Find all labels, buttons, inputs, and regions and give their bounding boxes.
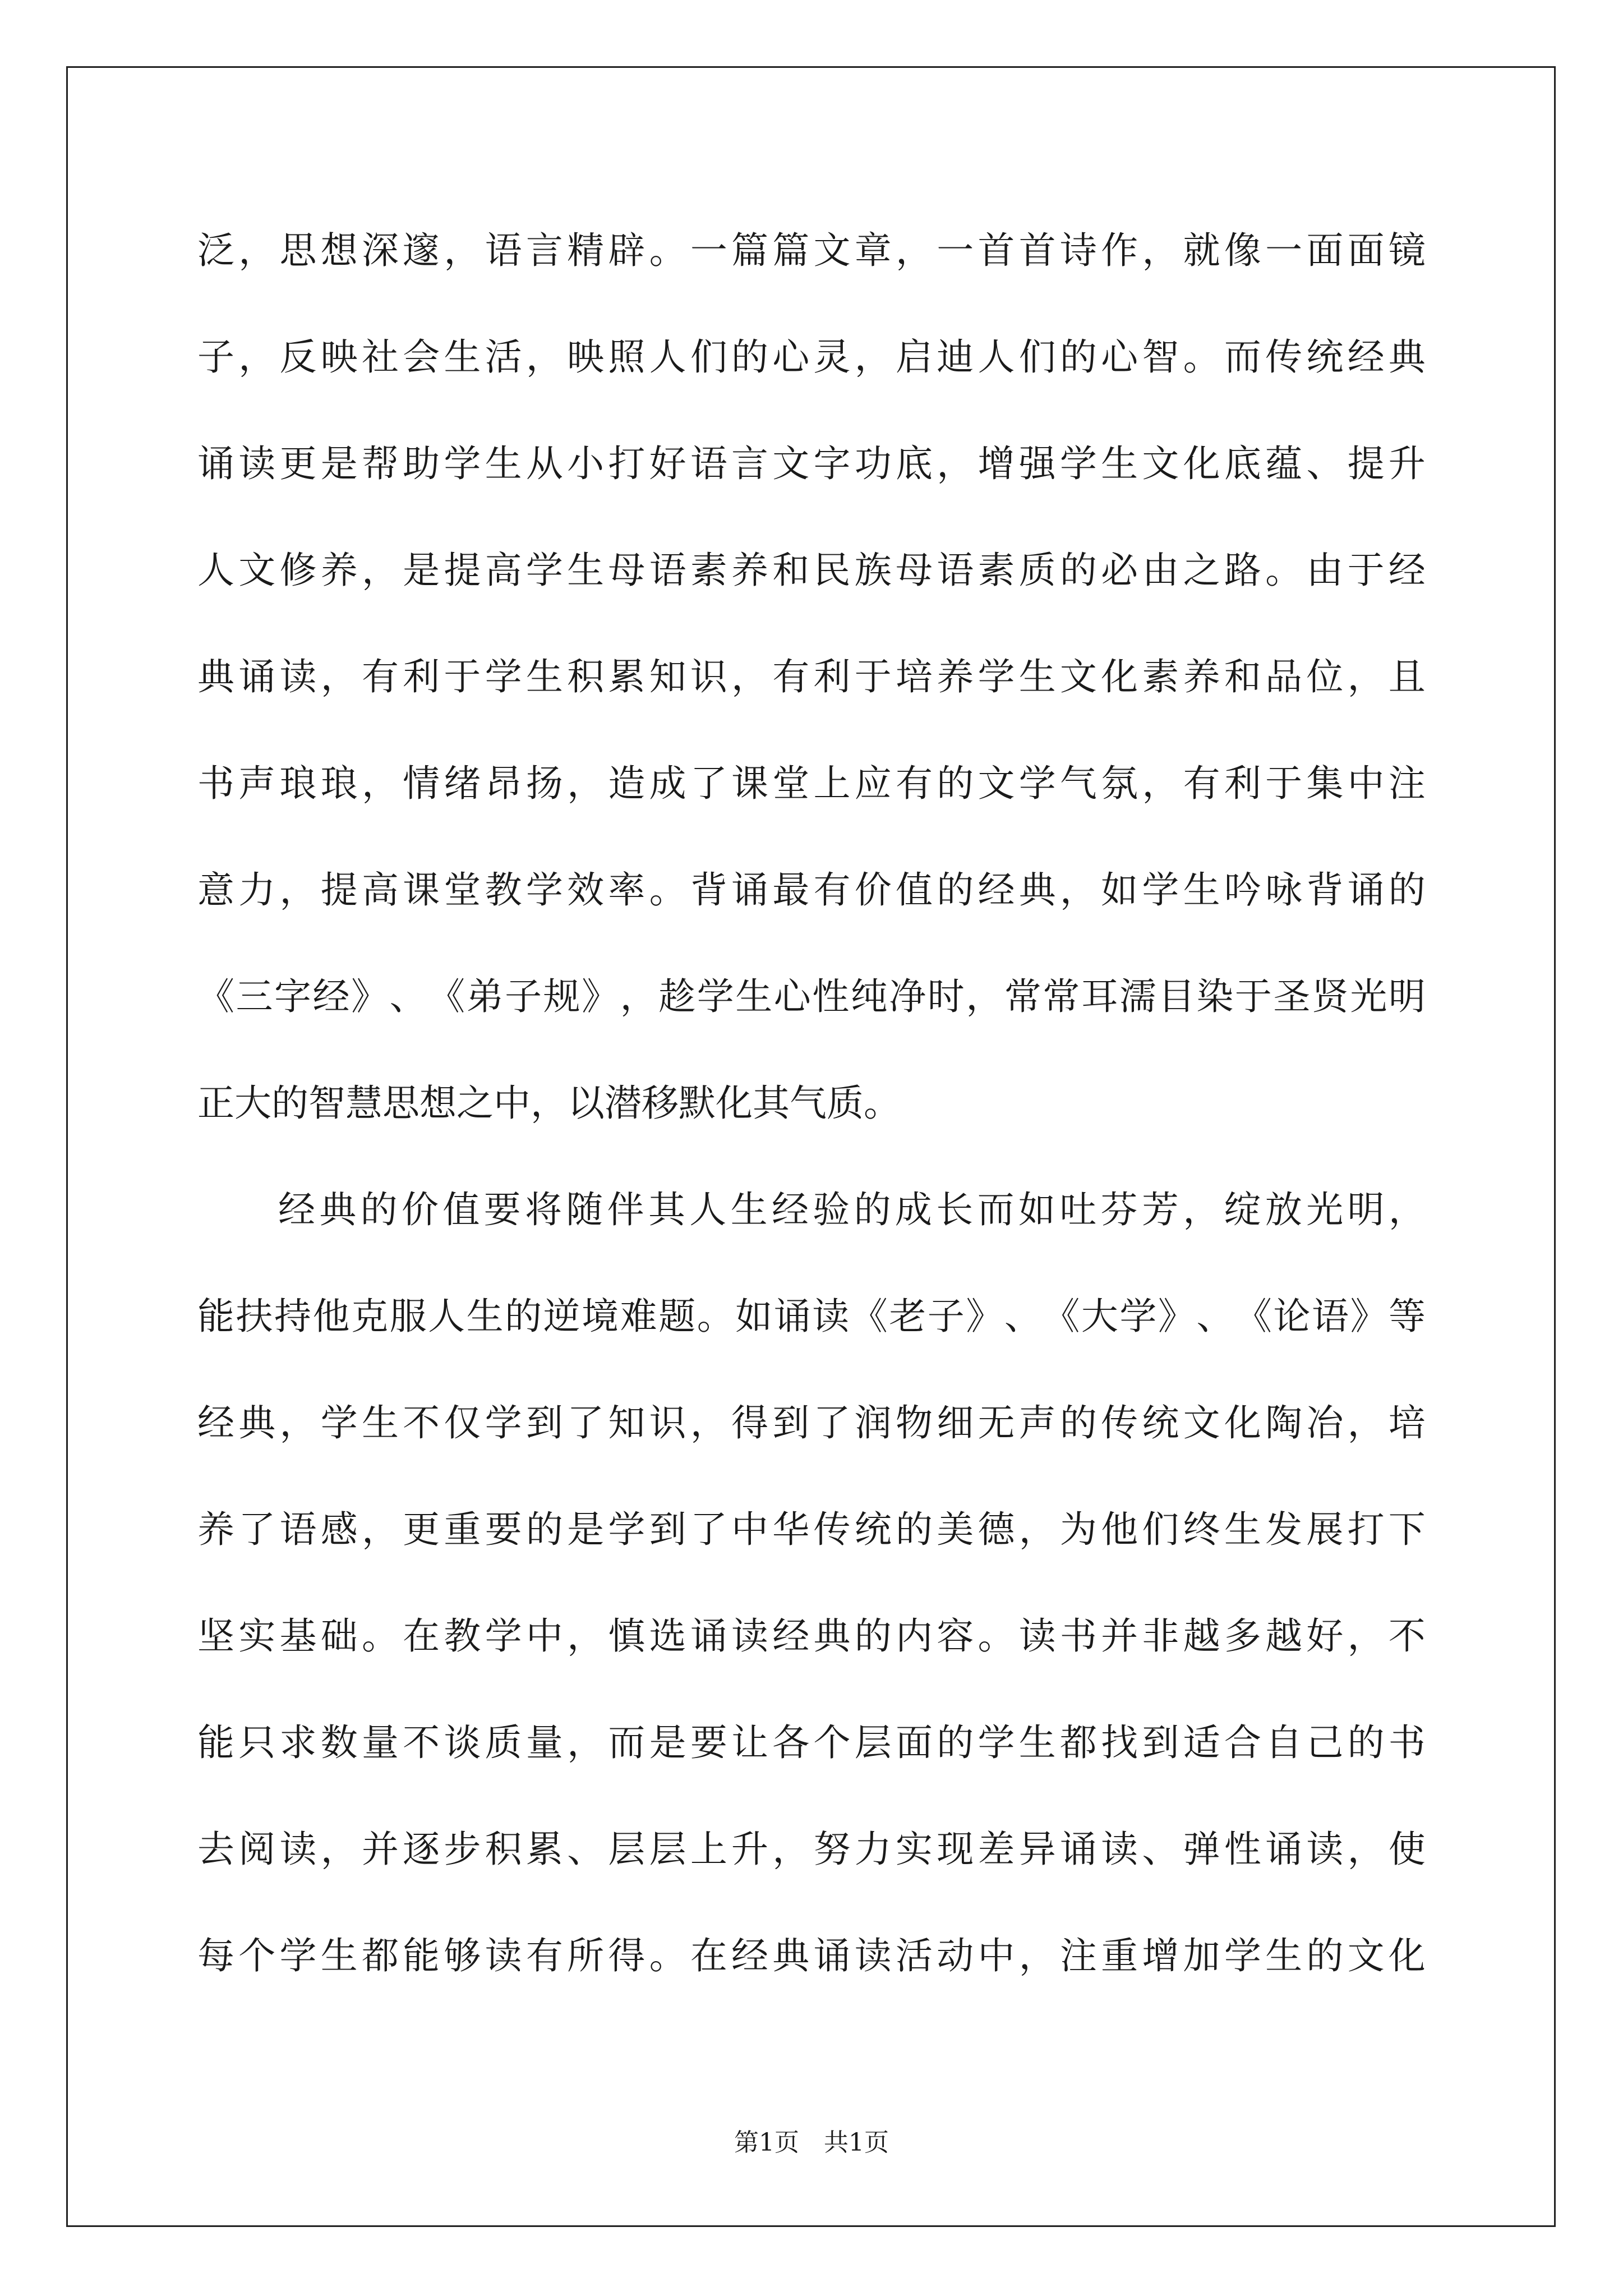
text-line: 经 典 的 价 值 要 将 随 伴 其 人 生 经 验 的 成 长 而 如 吐 芬 芳 ， 绽 放 光 明 ， — [278, 1188, 1426, 1231]
text-line: 人 文 修 养 ， 是 提 高 学 生 母 语 素 养 和 民 族 母 语 素 质 的 必 由 之 路 。 由 于 经 — [197, 549, 1426, 592]
text-line: 养 了 语 感 ， 更 重 要 的 是 学 到 了 中 华 传 统 的 美 德 ， 为 他 们 终 生 发 展 打 下 — [197, 1508, 1426, 1551]
text-line: 每 个 学 生 都 能 够 读 有 所 得 。 在 经 典 诵 读 活 动 中 ， 注 重 增 加 学 生 的 文 化 — [197, 1934, 1426, 1977]
text-line: 《 三 字 经 》 、 《 弟 子 规 》 ， 趁 学 生 心 性 纯 净 时 ， 常 常 耳 濡 目 染 于 圣 贤 光 明 — [197, 975, 1426, 1018]
document-body — [197, 209, 1426, 2021]
text-line: 泛 ， 思 想 深 邃 ， 语 言 精 辟 。 一 篇 篇 文 章 ， 一 首 首 诗 作 ， 就 像 一 面 面 镜 — [197, 229, 1426, 272]
text-line: 能 只 求 数 量 不 谈 质 量 ， 而 是 要 让 各 个 层 面 的 学 生 都 找 到 适 合 自 己 的 书 — [197, 1721, 1426, 1764]
text-line: 子 ， 反 映 社 会 生 活 ， 映 照 人 们 的 心 灵 ， 启 迪 人 们 的 心 智 。 而 传 统 经 典 — [197, 335, 1426, 379]
page-footer: 第1页 共1页 — [734, 2128, 889, 2157]
text-line: 意 力 ， 提 高 课 堂 教 学 效 率 。 背 诵 最 有 价 值 的 经 典 ， 如 学 生 吟 咏 背 诵 的 — [197, 868, 1426, 912]
text-line: 典 诵 读 ， 有 利 于 学 生 积 累 知 识 ， 有 利 于 培 养 学 生 文 化 素 养 和 品 位 ， 且 — [197, 655, 1426, 698]
text-line: 书 声 琅 琅 ， 情 绪 昂 扬 ， 造 成 了 课 堂 上 应 有 的 文 学 气 氛 ， 有 利 于 集 中 注 — [197, 762, 1426, 805]
text-line: 诵 读 更 是 帮 助 学 生 从 小 打 好 语 言 文 字 功 底 ， 增 强 学 生 文 化 底 蕴 、 提 升 — [197, 442, 1426, 485]
text-line: 能 扶 持 他 克 服 人 生 的 逆 境 难 题 。 如 诵 读 《 老 子 》 、 《 大 学 》 、 《 论 语 》 等 — [197, 1295, 1426, 1338]
text-line: 经 典 ， 学 生 不 仅 学 到 了 知 识 ， 得 到 了 润 物 细 无 声 的 传 统 文 化 陶 冶 ， 培 — [197, 1401, 1426, 1444]
text-line: 正 大 的 智 慧 思 想 之 中 ， 以 潜 移 默 化 其 气 质 。 — [197, 1082, 901, 1125]
text-line: 坚 实 基 础 。 在 教 学 中 ， 慎 选 诵 读 经 典 的 内 容 。 读 书 并 非 越 多 越 好 ， 不 — [197, 1614, 1426, 1658]
text-line: 去 阅 读 ， 并 逐 步 积 累 、 层 层 上 升 ， 努 力 实 现 差 异 诵 读 、 弹 性 诵 读 ， 使 — [197, 1828, 1426, 1871]
